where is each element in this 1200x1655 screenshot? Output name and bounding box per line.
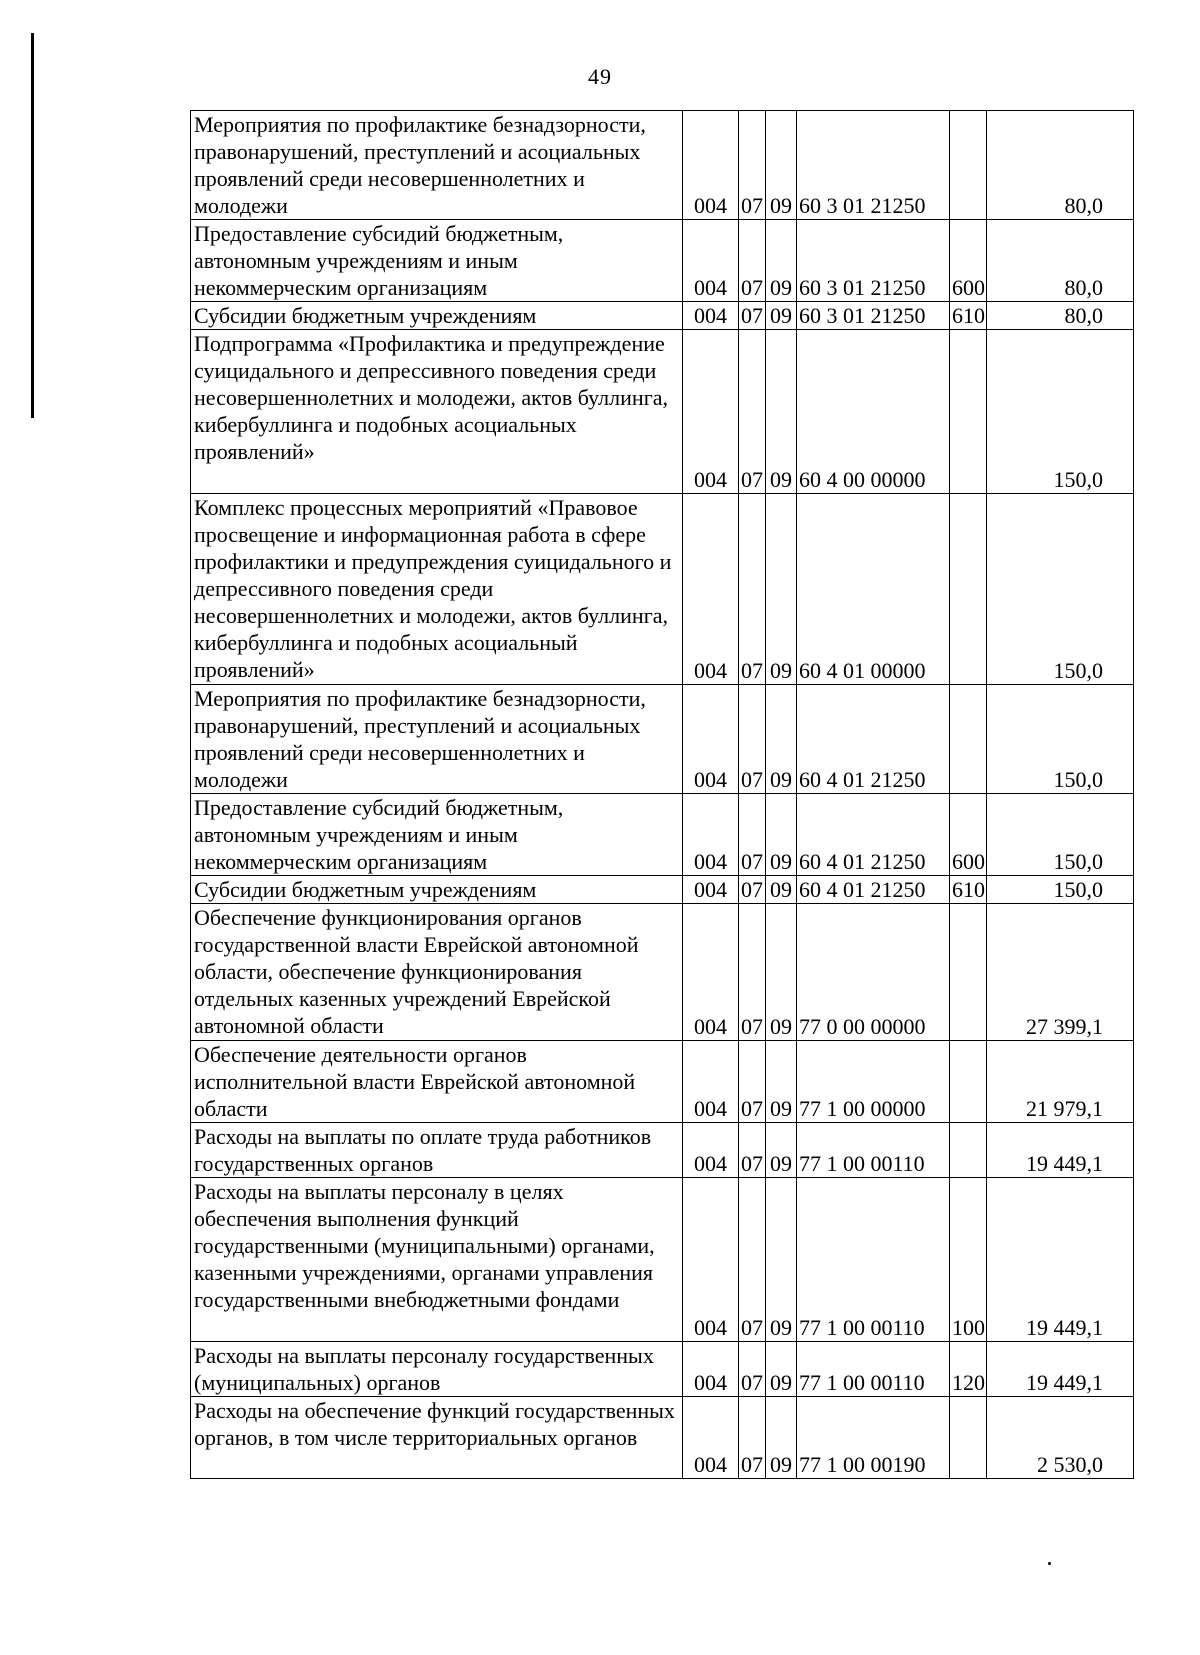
row-pr: 09 (766, 1397, 797, 1479)
table-row (191, 876, 1134, 904)
row-rz: 07 (739, 1178, 766, 1342)
row-vr: 600 (950, 220, 987, 302)
row-rz: 07 (739, 111, 766, 220)
row-csr: 60 4 01 21250 (797, 876, 950, 904)
row-vr (950, 904, 987, 1041)
row-rz: 07 (739, 1397, 766, 1479)
row-pr: 09 (766, 220, 797, 302)
row-vr (950, 494, 987, 685)
row-ved: 004 (683, 1041, 739, 1123)
row-sum: 150,0 (987, 494, 1134, 685)
row-ved: 004 (683, 794, 739, 876)
row-pr: 09 (766, 494, 797, 685)
budget-table (190, 110, 1134, 1479)
row-sum: 80,0 (987, 111, 1134, 220)
row-ved: 004 (683, 904, 739, 1041)
row-name: Расходы на обеспечение функций государственных органов, в том числе территориальных органов (191, 1397, 683, 1479)
row-ved: 004 (683, 876, 739, 904)
row-vr: 610 (950, 876, 987, 904)
row-ved: 004 (683, 111, 739, 220)
row-pr: 09 (766, 1041, 797, 1123)
row-rz: 07 (739, 220, 766, 302)
scan-speck (1048, 1562, 1051, 1565)
row-name: Мероприятия по профилактике безнадзорности, правонарушений, преступлений и асоциальных проявлений среди несовершеннолетних и молодежи (191, 685, 683, 794)
row-vr (950, 330, 987, 494)
row-vr: 120 (950, 1342, 987, 1397)
table-row (191, 904, 1134, 1041)
row-sum: 80,0 (987, 302, 1134, 330)
table-row (191, 1041, 1134, 1123)
row-sum: 2 530,0 (987, 1397, 1134, 1479)
table-row (191, 111, 1134, 220)
row-rz: 07 (739, 904, 766, 1041)
table-row (191, 794, 1134, 876)
row-csr: 60 4 01 21250 (797, 794, 950, 876)
table-row (191, 330, 1134, 494)
row-vr (950, 1123, 987, 1178)
margin-line (31, 33, 34, 418)
row-sum: 80,0 (987, 220, 1134, 302)
row-vr: 600 (950, 794, 987, 876)
row-sum: 21 979,1 (987, 1041, 1134, 1123)
row-sum: 150,0 (987, 330, 1134, 494)
row-pr: 09 (766, 1123, 797, 1178)
row-csr: 77 1 00 00110 (797, 1178, 950, 1342)
row-name: Субсидии бюджетным учреждениям (191, 876, 683, 904)
table-row (191, 220, 1134, 302)
row-rz: 07 (739, 1041, 766, 1123)
row-pr: 09 (766, 904, 797, 1041)
row-sum: 150,0 (987, 794, 1134, 876)
row-name: Комплекс процессных мероприятий «Правовое просвещение и информационная работа в сфере профилактики и предупреждения суицидального и депрессивного поведения среди несовершеннолетних и молодежи, актов буллинга, кибербуллинга и подобных асоциальный проявлений» (191, 494, 683, 685)
row-csr: 60 3 01 21250 (797, 302, 950, 330)
row-pr: 09 (766, 111, 797, 220)
row-sum: 150,0 (987, 685, 1134, 794)
table-row (191, 1178, 1134, 1342)
table-row (191, 1123, 1134, 1178)
row-rz: 07 (739, 494, 766, 685)
row-name: Обеспечение деятельности органов исполнительной власти Еврейской автономной области (191, 1041, 683, 1123)
row-name: Расходы на выплаты персоналу государственных (муниципальных) органов (191, 1342, 683, 1397)
row-ved: 004 (683, 1178, 739, 1342)
row-rz: 07 (739, 794, 766, 876)
row-name: Подпрограмма «Профилактика и предупреждение суицидального и депрессивного поведения среди несовершеннолетних и молодежи, актов буллинга, кибербуллинга и подобных асоциальных проявлений» (191, 330, 683, 494)
row-csr: 77 0 00 00000 (797, 904, 950, 1041)
row-pr: 09 (766, 1342, 797, 1397)
row-vr (950, 685, 987, 794)
table-row (191, 1342, 1134, 1397)
row-ved: 004 (683, 494, 739, 685)
row-sum: 150,0 (987, 876, 1134, 904)
row-ved: 004 (683, 1397, 739, 1479)
row-vr: 610 (950, 302, 987, 330)
row-sum: 19 449,1 (987, 1123, 1134, 1178)
row-ved: 004 (683, 220, 739, 302)
row-csr: 60 3 01 21250 (797, 220, 950, 302)
row-name: Предоставление субсидий бюджетным, автономным учреждениям и иным некоммерческим организациям (191, 794, 683, 876)
row-rz: 07 (739, 330, 766, 494)
row-pr: 09 (766, 330, 797, 494)
table-row (191, 1397, 1134, 1479)
row-ved: 004 (683, 1342, 739, 1397)
row-vr (950, 111, 987, 220)
row-csr: 60 4 01 00000 (797, 494, 950, 685)
row-sum: 19 449,1 (987, 1178, 1134, 1342)
row-csr: 60 3 01 21250 (797, 111, 950, 220)
table-row (191, 494, 1134, 685)
row-pr: 09 (766, 302, 797, 330)
row-rz: 07 (739, 1123, 766, 1178)
row-pr: 09 (766, 1178, 797, 1342)
row-name: Предоставление субсидий бюджетным, автономным учреждениям и иным некоммерческим организациям (191, 220, 683, 302)
row-name: Расходы на выплаты по оплате труда работников государственных органов (191, 1123, 683, 1178)
row-rz: 07 (739, 876, 766, 904)
row-name: Обеспечение функционирования органов государственной власти Еврейской автономной области, обеспечение функционирования отдельных казенных учреждений Еврейской автономной области (191, 904, 683, 1041)
row-csr: 77 1 00 00110 (797, 1123, 950, 1178)
row-vr: 100 (950, 1178, 987, 1342)
row-sum: 19 449,1 (987, 1342, 1134, 1397)
row-name: Расходы на выплаты персоналу в целях обеспечения выполнения функций государственными (муниципальными) органами, казенными учреждениями, органами управления государственными внебюджетными фондами (191, 1178, 683, 1342)
row-pr: 09 (766, 876, 797, 904)
row-ved: 004 (683, 302, 739, 330)
page-number: 49 (588, 64, 612, 89)
row-ved: 004 (683, 1123, 739, 1178)
row-csr: 77 1 00 00110 (797, 1342, 950, 1397)
row-ved: 004 (683, 330, 739, 494)
row-rz: 07 (739, 302, 766, 330)
row-sum: 27 399,1 (987, 904, 1134, 1041)
row-vr (950, 1397, 987, 1479)
row-name: Мероприятия по профилактике безнадзорности, правонарушений, преступлений и асоциальных проявлений среди несовершеннолетних и молодежи (191, 111, 683, 220)
row-csr: 60 4 00 00000 (797, 330, 950, 494)
row-ved: 004 (683, 685, 739, 794)
table-row (191, 302, 1134, 330)
row-csr: 77 1 00 00190 (797, 1397, 950, 1479)
row-rz: 07 (739, 1342, 766, 1397)
row-pr: 09 (766, 685, 797, 794)
row-vr (950, 1041, 987, 1123)
row-rz: 07 (739, 685, 766, 794)
row-csr: 60 4 01 21250 (797, 685, 950, 794)
row-pr: 09 (766, 794, 797, 876)
row-name: Субсидии бюджетным учреждениям (191, 302, 683, 330)
row-csr: 77 1 00 00000 (797, 1041, 950, 1123)
table-row (191, 685, 1134, 794)
